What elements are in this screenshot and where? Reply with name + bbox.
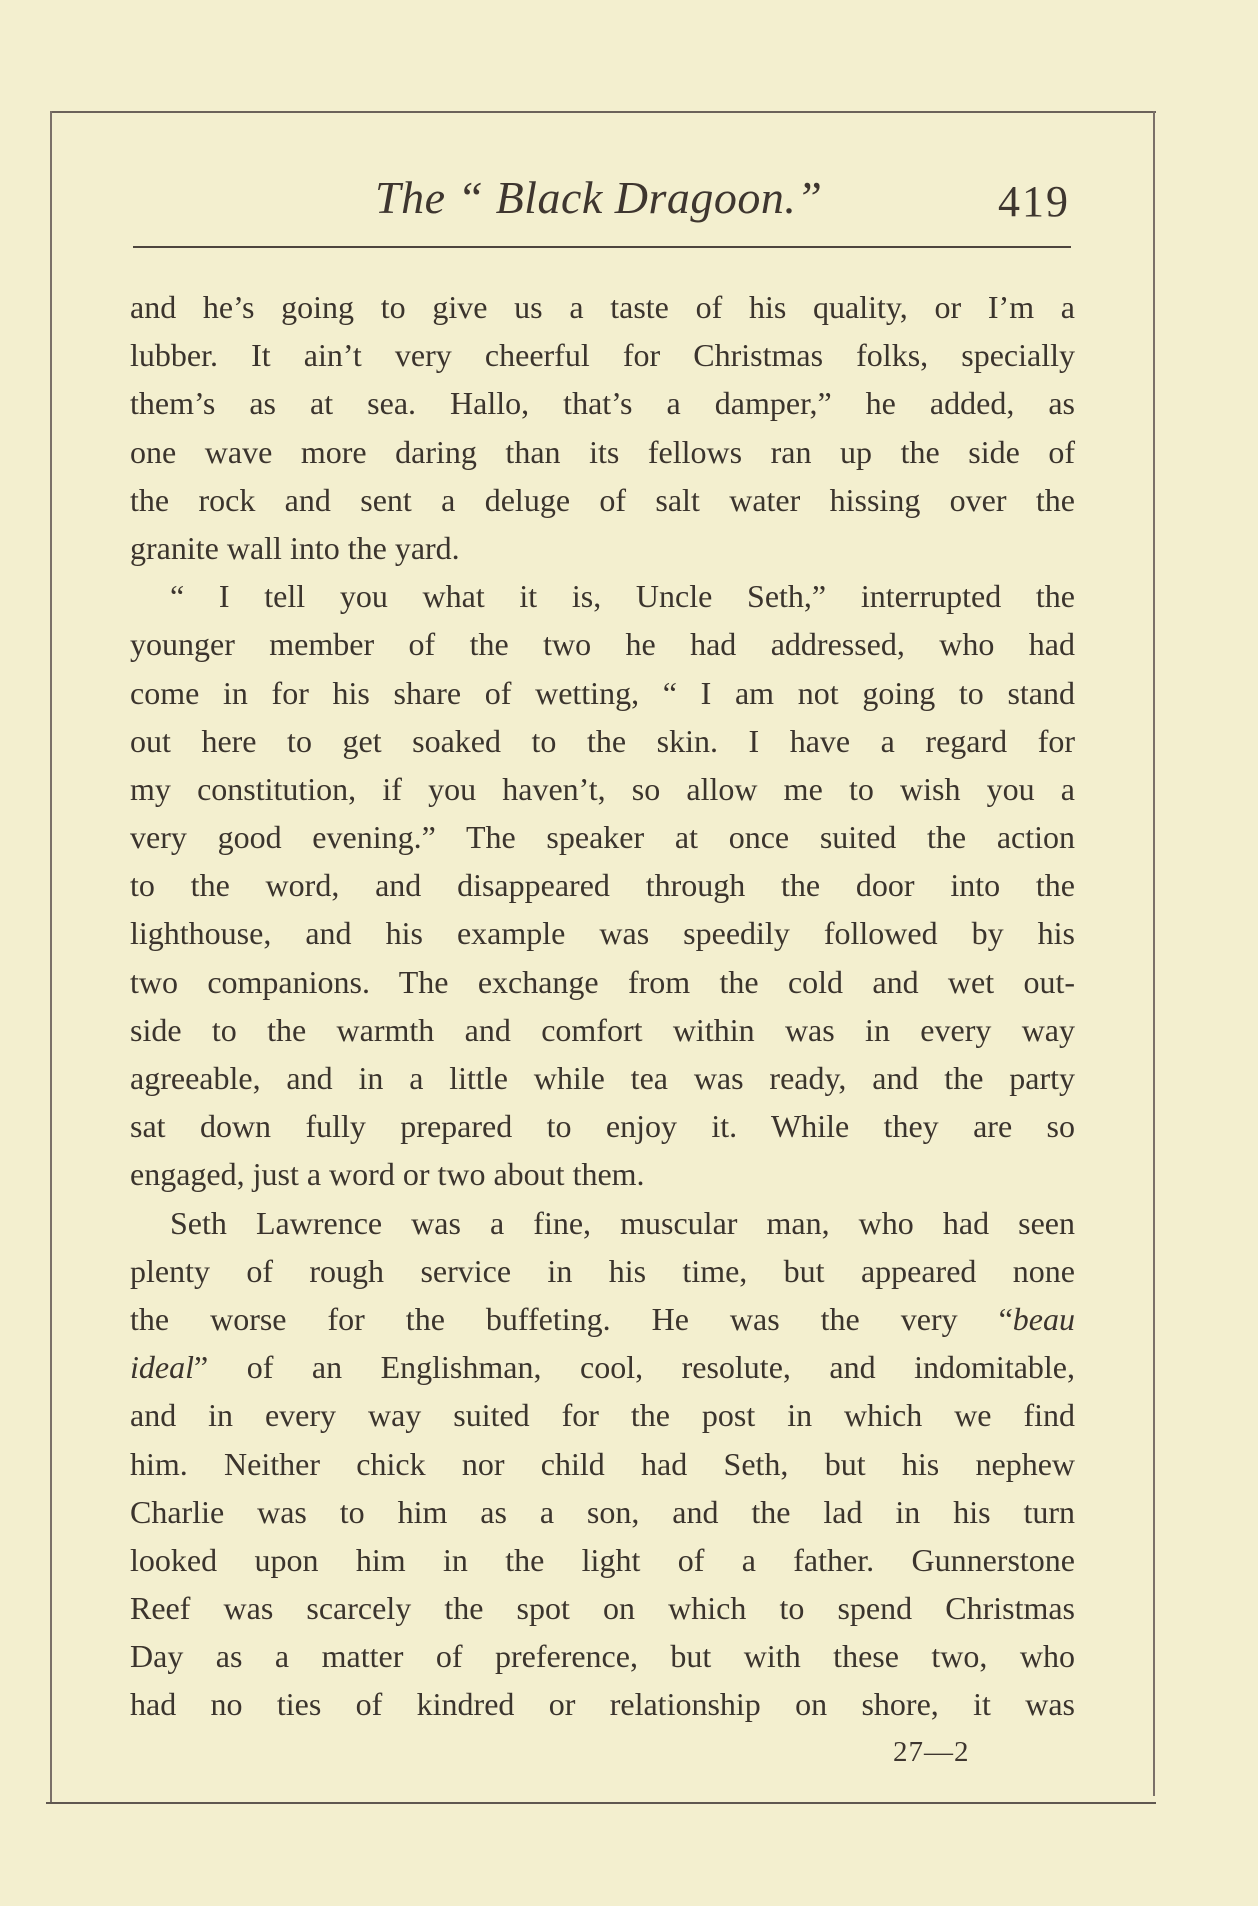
header-rule [133, 246, 1071, 248]
text-line: plenty of rough service in his time, but appeared none [130, 1252, 1075, 1289]
text-line [130, 1295, 1075, 1343]
text-line: and in every way suited for the post in which we find [130, 1397, 1075, 1434]
page-frame-left-rule [50, 111, 52, 1803]
text-line: lubber. It ain’t very cheerful for Christmas folks, specially [130, 337, 1075, 374]
text-line: my constitution, if you haven’t, so allow me to wish you a [130, 770, 1075, 807]
text-line: two companions. The exchange from the cold and wet out- [130, 963, 1075, 1000]
page-frame-bottom-rule [46, 1802, 1156, 1804]
text-line: side to the warmth and comfort within was in every way [130, 1011, 1075, 1048]
text-line: “ I tell you what it is, Uncle Seth,” interrupted the [170, 578, 1075, 615]
text-line: one wave more daring than its fellows ran up the side of [130, 433, 1075, 470]
text-line: agreeable, and in a little while tea was ready, and the party [130, 1060, 1075, 1096]
page-header [130, 168, 1070, 238]
text-line [130, 1343, 1075, 1391]
text-line: out here to get soaked to the skin. I have a regard for [130, 722, 1075, 759]
page-frame-right-rule [1153, 111, 1155, 1796]
text-line: had no ties of kindred or relationship on shore, it was [130, 1686, 1075, 1723]
text-line: Reef was scarcely the spot on which to spend Christmas [130, 1590, 1075, 1627]
text-line: the rock and sent a deluge of salt water hissing over the [130, 481, 1075, 518]
italic-phrase: ideal [130, 1349, 194, 1386]
text-line: engaged, just a word or two about them. [130, 1156, 645, 1193]
page-frame-top-rule [50, 111, 1156, 113]
text-line: Day as a matter of preference, but with these two, who [130, 1638, 1075, 1675]
text-line: looked upon him in the light of a father. Gunnerstone [130, 1541, 1075, 1578]
text-line: and he’s going to give us a taste of his quality, or I’m a [130, 289, 1075, 325]
text-line: lighthouse, and his example was speedily followed by his [130, 915, 1075, 952]
text-line: granite wall into the yard. [130, 529, 460, 566]
text-line: very good evening.” The speaker at once suited the action [130, 819, 1075, 856]
running-title: The “ Black Dragoon.” [375, 172, 823, 223]
body-text [130, 283, 1075, 1729]
text-line: sat down fully prepared to enjoy it. While they are so [130, 1108, 1075, 1145]
text-line: to the word, and disappeared through the door into the [130, 867, 1075, 904]
page-number: 419 [998, 177, 1070, 226]
text-line: Seth Lawrence was a fine, muscular man, who had seen [170, 1204, 1075, 1241]
text-line: come in for his share of wetting, “ I am not going to stand [130, 674, 1075, 711]
text-line: younger member of the two he had addressed, who had [130, 626, 1075, 663]
text-segment: the worse for the buffeting. He was the very “ [130, 1300, 1013, 1337]
printer-signature-mark: 27—2 [893, 1736, 970, 1768]
text-line: Charlie was to him as a son, and the lad in his turn [130, 1493, 1075, 1530]
text-segment: ” of an Englishman, cool, resolute, and indomitable, [193, 1349, 1075, 1386]
italic-phrase: beau [1012, 1300, 1075, 1337]
text-line: him. Neither chick nor child had Seth, but his nephew [130, 1445, 1075, 1482]
text-line: them’s as at sea. Hallo, that’s a damper,” he added, as [130, 385, 1075, 422]
